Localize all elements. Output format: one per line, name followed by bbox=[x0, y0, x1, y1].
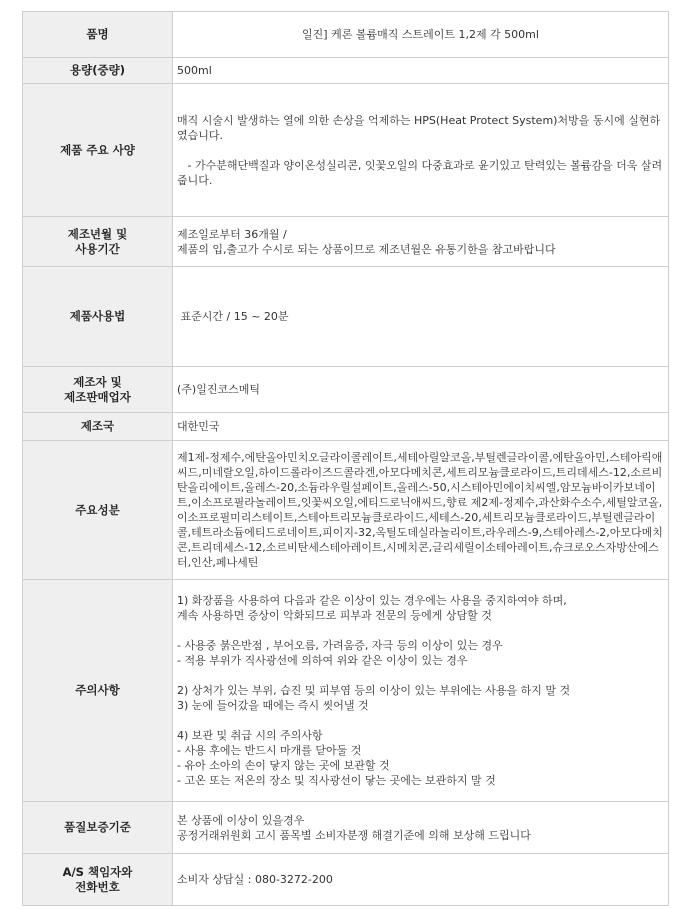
caution-line: - 고온 또는 저온의 장소 및 직사광선이 닿는 곳에는 보관하지 말 것 bbox=[177, 774, 496, 787]
caution-line: - 적용 부위가 직사광선에 의하여 위와 같은 이상이 있는 경우 bbox=[177, 654, 468, 667]
country-value: 대한민국 bbox=[173, 413, 669, 441]
capacity-value: 500ml bbox=[173, 58, 669, 84]
manufacture-date-value: 제조일로부터 36개월 / 제품의 입,출고가 수시로 되는 상품이므로 제조년월은 유통기한을 참고바랍니다 bbox=[173, 217, 669, 267]
ingredients-value: 제1제-정제수,에탄올아민치오글라이콜레이트,세테아릴알코올,부틸렌글라이콜,에탄올아민,스테아릭애씨드,미네랄오일,하이드롤라이즈드콜라겐,아모다메치콘,세트리모늄클로라이드,트리데세스-12,소르비탄올리에이트,올레스-20,소듐라우릴설페이트,올레스-50,시스테아민에이치씨엘,암모늄바이카보네이트,이소프로필라놀레이트,잇꽃씨오일,에티드로닉애씨드,향료 제2제-정제수,과산화수소수,세틸알코올,이소프로필미리스테이트,스테아트리모늄클로라이드,세테스-20,세트리모늄클로라이드,부틸렌글라이콜,테트라소듐에티드로네이트,피이지-32,옥틸도데실라놀리이트,라우레스-9,스테아레스-2,아모다메치콘,트리데세스-12,소르비탄세스테아레이트,시메치콘,글리세릴이소테아레이트,슈크로오스자방산에스터,인산,페나세틴 bbox=[173, 441, 669, 580]
row-quality bbox=[23, 802, 669, 854]
product-info-table bbox=[22, 11, 669, 906]
row-caution bbox=[23, 580, 669, 802]
row-manufacture-date bbox=[23, 217, 669, 267]
row-country bbox=[23, 413, 669, 441]
manufacturer-value: (주)일진코스메틱 bbox=[173, 367, 669, 413]
label-caution: 주의사항 bbox=[23, 580, 173, 802]
caution-line: 3) 눈에 들어갔을 때에는 즉시 씻어낼 것 bbox=[177, 699, 369, 712]
row-capacity bbox=[23, 58, 669, 84]
label-ingredients: 주요성분 bbox=[23, 441, 173, 580]
label-capacity: 용량(중량) bbox=[23, 58, 173, 84]
row-manufacturer bbox=[23, 367, 669, 413]
row-product-name bbox=[23, 12, 669, 58]
main-spec-value bbox=[173, 84, 669, 217]
caution-line bbox=[177, 623, 664, 638]
product-name-value: 일진] 케론 볼륨매직 스트레이트 1,2제 각 500ml bbox=[173, 12, 669, 58]
row-as-contact bbox=[23, 854, 669, 906]
quality-value: 본 상품에 이상이 있을경우 공정거래위원회 고시 품목별 소비자분쟁 해결기준에 의해 보상해 드립니다 bbox=[173, 802, 669, 854]
main-spec-paragraph-2: - 가수분해단백질과 양이온성실리콘, 잇꽃오일의 다중효과로 윤기있고 탄력있는 볼륨감을 더욱 살려줍니다. bbox=[177, 158, 663, 187]
row-usage bbox=[23, 267, 669, 367]
caution-line bbox=[177, 668, 664, 683]
row-main-spec bbox=[23, 84, 669, 217]
caution-line: - 유아 소아의 손이 닿지 않는 곳에 보관할 것 bbox=[177, 759, 390, 772]
caution-line: 4) 보관 및 취급 시의 주의사항 bbox=[177, 729, 323, 742]
label-main-spec: 제품 주요 사양 bbox=[23, 84, 173, 217]
caution-line: 계속 사용하면 증상이 악화되므로 피부과 전문의 등에게 상담할 것 bbox=[177, 609, 492, 622]
main-spec-paragraph-1: 매직 시술시 발생하는 열에 의한 손상을 억제하는 HPS(Heat Protect System)처방을 동시에 실현하였습니다. bbox=[177, 113, 661, 142]
label-manufacture-date: 제조년월 및 사용기간 bbox=[23, 217, 173, 267]
caution-line: 1) 화장품을 사용하여 다음과 같은 이상이 있는 경우에는 사용을 중지하여야 하며, bbox=[177, 594, 567, 607]
row-ingredients bbox=[23, 441, 669, 580]
caution-line: - 사용 후에는 반드시 마개를 닫아둘 것 bbox=[177, 744, 362, 757]
label-product-name: 품명 bbox=[23, 12, 173, 58]
label-quality: 품질보증기준 bbox=[23, 802, 173, 854]
caution-line: 2) 상처가 있는 부위, 습진 및 피부염 등의 이상이 있는 부위에는 사용을 하지 말 것 bbox=[177, 684, 571, 697]
label-country: 제조국 bbox=[23, 413, 173, 441]
as-contact-value: 소비자 상담실 : 080-3272-200 bbox=[173, 854, 669, 906]
caution-value bbox=[173, 580, 669, 802]
caution-line: - 사용중 붉은반점 , 부어오름, 가려움증, 자극 등의 이상이 있는 경우 bbox=[177, 639, 503, 652]
label-usage: 제품사용법 bbox=[23, 267, 173, 367]
label-manufacturer: 제조자 및 제조판매업자 bbox=[23, 367, 173, 413]
caution-line bbox=[177, 713, 664, 728]
usage-value: 표준시간 / 15 ~ 20분 bbox=[173, 267, 669, 367]
label-as-contact: A/S 책임자와 전화번호 bbox=[23, 854, 173, 906]
